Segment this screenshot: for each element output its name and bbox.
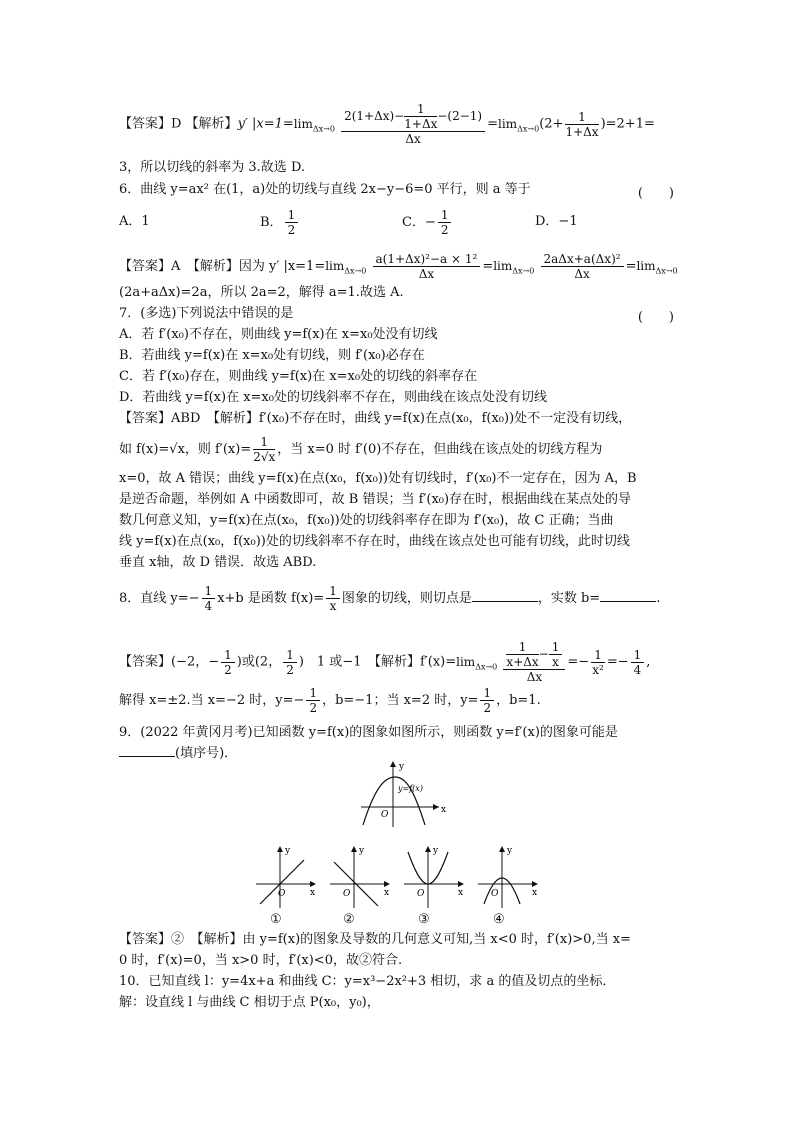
q6-answer-line2: (2a+aΔx)=2a，所以 2a=2，解得 a=1.故选 A. <box>119 285 404 300</box>
option-a: A．1 <box>119 214 150 229</box>
q8-big-fraction: $\frac{1}{x+\Delta x}$ − $\frac{1}{x}$ Δx <box>503 640 565 684</box>
q7-option-b: B．若曲线 y=f(x)在 x=x₀处有切线，则 f′(x₀)必存在 <box>119 348 425 363</box>
q9-stem-2: (填序号)． <box>119 746 237 762</box>
q9-stem-1: 9．(2022 年黄冈月考)已知函数 y=f(x)的图象如图所示，则函数 y=f′(x)的图象可能是 <box>119 725 618 740</box>
q8-stem: 8．直线 y=− $\frac{1}{4}$ x+b 是函数 f(x)= $\frac{1}{x}$ 图象的切线，则切点是 ，实数 b= . <box>119 584 661 613</box>
origin-label: O <box>417 889 425 899</box>
option-c: C．− $\frac{1}{2}$ <box>402 208 453 237</box>
answer-tag: 【答案】D 【解析】 <box>119 116 238 132</box>
q7-answer-4: 是逆否命题，举例如 A 中函数即可，故 B 错误；当 f′(x₀)存在时，根据曲线在某点处的导 <box>119 492 632 507</box>
axis-y-label: y <box>433 846 439 856</box>
q7-answer-7: 垂直 x轴，故 D 错误．故选 ABD. <box>119 555 317 570</box>
q8-solution: 解得 x=±2.当 x=−2 时，y=− $\frac{1}{2}$ ，b=−1；当 x=2 时，y= $\frac{1}{2}$ ，b=1. <box>119 686 541 715</box>
q8-answer: 【答案】(−2，− $\frac{1}{2}$ )或(2， $\frac{1}{2}$ ) 1 或−1 【解析】$f'(x)=\lim_{\Delta x\to 0}$ $\frac{1}{x+\Delta x}$ − $\frac{1}{x}$ Δx =− $\frac{1}{\text{x²}}$ =− $\frac{1}{4}$ , <box>119 640 651 684</box>
q9-option-graph-4 <box>474 842 546 910</box>
q7-answer-6: 线 y=f(x)在点(x₀，f(x₀))处的切线斜率不存在时，曲线在该点处也可能有切线，此时切线 <box>119 534 630 549</box>
q6-stem: 6．曲线 y=ax² 在(1，a)处的切线与直线 2x−y−6=0 平行，则 a 等于 <box>119 182 531 197</box>
axis-x-label: x <box>310 888 316 898</box>
limit-symbol: $\lim_{\Delta x\to 0}$ <box>293 116 335 133</box>
q7-option-a: A．若 f′(x₀)不存在，则曲线 y=f(x)在 x=x₀处没有切线 <box>119 327 438 342</box>
q5-answer-line1: 【答案】D 【解析】y′ $|x=1=\lim_{\Delta x\to 0}$ 2(1+Δx)− $\frac{1}{1+\Delta x}$ −(2−1) Δx $=\lim_{\Delta x\to 0}(2+$ $\frac{1}{1+\Delta x}$ )=2+1= <box>119 102 655 146</box>
q9-answer-1: 【答案】② 【解析】由 y=f(x)的图象及导数的几何意义可知,当 x<0 时，f′(x)>0,当 x= <box>119 932 631 947</box>
axis-y-label: y <box>507 846 513 856</box>
axis-x-label: x <box>532 888 538 898</box>
q9-option-graph-3 <box>400 842 470 910</box>
graph-label-1: ① <box>270 912 282 927</box>
q10-stem: 10．已知直线 l：y=4x+a 和曲线 C：y=x³−2x²+3 相切，求 a 的值及切点的坐标． <box>119 974 616 989</box>
origin-label: O <box>278 889 286 899</box>
q9-option-graph-1 <box>252 842 322 910</box>
origin-label: O <box>381 810 389 820</box>
curve-label: y=f(x) <box>398 784 423 793</box>
q7-answer-1: 【答案】ABD 【解析】f′(x₀)不存在时，曲线 y=f(x)在点(x₀，f(x₀))处不一定没有切线， <box>119 411 632 426</box>
graph-label-2: ② <box>343 912 355 927</box>
q7-option-d: D．若曲线 y=f(x)在 x=x₀处的切线斜率不存在，则曲线在该点处没有切线 <box>119 390 547 405</box>
axis-y-label: y <box>399 762 405 772</box>
q9-option-graph-2 <box>326 842 396 910</box>
q7-option-c: C．若 f′(x₀)存在，则曲线 y=f(x)在 x=x₀处的切线的斜率存在 <box>119 369 478 384</box>
axis-y-label: y <box>359 846 365 856</box>
limit-symbol-2: $\lim_{\Delta x\to 0}$ <box>498 116 540 133</box>
q7-stem: 7．(多选)下列说法中错误的是 <box>119 306 294 321</box>
graph-label-3: ③ <box>418 912 430 927</box>
q5-answer-line2: 3，所以切线的斜率为 3.故选 D. <box>119 160 306 175</box>
axis-x-label: x <box>458 888 464 898</box>
q9-main-graph <box>355 757 455 829</box>
q7-answer-3: x=0，故 A 错误；曲线 y=f(x)在点(x₀，f(x₀))处有切线时，f′(x₀)不一定存在，因为 A，B <box>119 471 637 486</box>
q10-solution: 解：设直线 l 与曲线 C 相切于点 P(x₀，y₀)， <box>119 995 380 1010</box>
option-d: D．−1 <box>535 214 578 229</box>
q7-paren: ( ) <box>637 310 674 325</box>
q9-answer-2: 0 时，f′(x)=0，当 x>0 时，f′(x)<0，故②符合. <box>119 953 403 968</box>
origin-label: O <box>491 889 499 899</box>
axis-x-label: x <box>384 888 390 898</box>
axis-x-label: x <box>441 805 447 815</box>
option-b: B． $\frac{1}{2}$ <box>260 208 300 237</box>
graph-label-4: ④ <box>493 912 505 927</box>
origin-label: O <box>343 889 351 899</box>
q7-answer-2: 如 f(x)=√x，则 f′(x)= $\frac{1}{2√x}$ ，当 x=0 时 f′(0)不存在，但曲线在该点处的切线方程为 <box>119 435 603 464</box>
derivative-at-1: y′ |x=1= <box>237 116 294 132</box>
axis-y-label: y <box>285 846 291 856</box>
q6-answer-line1: 【答案】A 【解析】因为 y′ $|x=1=\lim_{\Delta x\to 0}$ $\frac{\text{a(1+Δx)²−a × 1²}}{\Delta x}$ $=\lim_{\Delta x\to 0}$ $\frac{\text{2aΔx+a(Δx)²}}{\Delta x}$ $=\lim_{\Delta x\to 0}$ <box>119 252 678 281</box>
q6-paren: ( ) <box>637 186 674 201</box>
difference-quotient: 2(1+Δx)− $\frac{1}{1+\Delta x}$ −(2−1) Δx <box>341 102 485 146</box>
q7-answer-5: 数几何意义知，y=f(x)在点(x₀，f(x₀))处的切线斜率存在即为 f′(x₀)，故 C 正确；当曲 <box>119 513 614 528</box>
